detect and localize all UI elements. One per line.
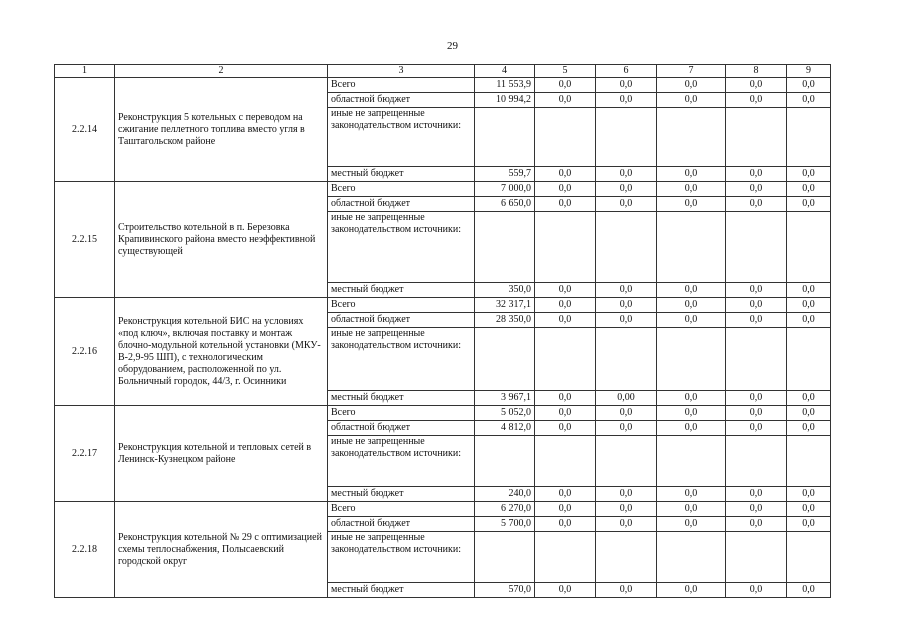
empty-cell — [596, 108, 657, 167]
value-cell-total: 570,0 — [475, 583, 535, 598]
empty-cell — [657, 436, 726, 487]
table-row — [55, 502, 831, 517]
source-label-other: иные не запрещенные законодательством источники: — [328, 436, 475, 487]
source-label-regional: областной бюджет — [328, 197, 475, 212]
value-cell-year: 0,0 — [657, 313, 726, 328]
empty-cell — [596, 532, 657, 583]
value-cell-year: 0,0 — [596, 93, 657, 108]
value-cell-year: 0,0 — [726, 298, 787, 313]
empty-cell — [475, 108, 535, 167]
value-cell-year: 0,0 — [535, 313, 596, 328]
empty-cell — [535, 436, 596, 487]
source-label-other: иные не запрещенные законодательством источники: — [328, 532, 475, 583]
empty-cell — [657, 328, 726, 391]
empty-cell — [726, 108, 787, 167]
value-cell-year: 0,0 — [787, 502, 831, 517]
value-cell-year: 0,0 — [657, 197, 726, 212]
value-cell-year: 0,0 — [726, 197, 787, 212]
source-label-regional: областной бюджет — [328, 313, 475, 328]
empty-cell — [475, 436, 535, 487]
value-cell-year: 0,0 — [596, 406, 657, 421]
value-cell-year: 0,0 — [596, 197, 657, 212]
empty-cell — [787, 212, 831, 283]
header-cell: 5 — [535, 65, 596, 78]
value-cell-year: 0,0 — [535, 487, 596, 502]
empty-cell — [657, 212, 726, 283]
value-cell-year: 0,0 — [535, 391, 596, 406]
source-label-total: Всего — [328, 298, 475, 313]
value-cell-year: 0,0 — [596, 583, 657, 598]
value-cell-year: 0,0 — [596, 182, 657, 197]
value-cell-year: 0,0 — [726, 583, 787, 598]
table-row — [55, 406, 831, 421]
value-cell-year: 0,0 — [535, 182, 596, 197]
budget-table — [54, 64, 831, 598]
value-cell-year: 0,0 — [657, 298, 726, 313]
source-label-local: местный бюджет — [328, 487, 475, 502]
header-cell: 1 — [55, 65, 115, 78]
value-cell-year: 0,0 — [657, 406, 726, 421]
empty-cell — [475, 328, 535, 391]
value-cell-year: 0,0 — [726, 78, 787, 93]
empty-cell — [657, 108, 726, 167]
value-cell-year: 0,0 — [535, 283, 596, 298]
value-cell-total: 7 000,0 — [475, 182, 535, 197]
value-cell-year: 0,0 — [787, 391, 831, 406]
value-cell-year: 0,0 — [535, 421, 596, 436]
source-label-total: Всего — [328, 78, 475, 93]
header-cell: 6 — [596, 65, 657, 78]
source-label-regional: областной бюджет — [328, 93, 475, 108]
value-cell-year: 0,0 — [726, 406, 787, 421]
item-code: 2.2.17 — [55, 406, 115, 502]
value-cell-total: 6 270,0 — [475, 502, 535, 517]
empty-cell — [535, 108, 596, 167]
table-body — [55, 78, 831, 598]
value-cell-year: 0,0 — [535, 78, 596, 93]
value-cell-year: 0,0 — [787, 583, 831, 598]
empty-cell — [596, 436, 657, 487]
value-cell-year: 0,0 — [596, 502, 657, 517]
empty-cell — [535, 212, 596, 283]
source-label-regional: областной бюджет — [328, 517, 475, 532]
value-cell-year: 0,0 — [596, 298, 657, 313]
source-label-other: иные не запрещенные законодательством источники: — [328, 328, 475, 391]
value-cell-year: 0,0 — [726, 93, 787, 108]
value-cell-year: 0,0 — [787, 182, 831, 197]
empty-cell — [535, 328, 596, 391]
value-cell-total: 3 967,1 — [475, 391, 535, 406]
value-cell-year: 0,0 — [535, 583, 596, 598]
value-cell-year: 0,0 — [726, 283, 787, 298]
empty-cell — [787, 436, 831, 487]
empty-cell — [726, 328, 787, 391]
value-cell-year: 0,0 — [657, 93, 726, 108]
header-cell: 9 — [787, 65, 831, 78]
value-cell-year: 0,0 — [726, 517, 787, 532]
value-cell-year: 0,0 — [657, 487, 726, 502]
value-cell-year: 0,0 — [657, 391, 726, 406]
value-cell-year: 0,0 — [726, 182, 787, 197]
value-cell-year: 0,0 — [787, 406, 831, 421]
empty-cell — [787, 108, 831, 167]
value-cell-total: 4 812,0 — [475, 421, 535, 436]
value-cell-year: 0,0 — [787, 283, 831, 298]
value-cell-year: 0,0 — [787, 487, 831, 502]
source-label-local: местный бюджет — [328, 583, 475, 598]
value-cell-total: 5 052,0 — [475, 406, 535, 421]
value-cell-year: 0,0 — [657, 583, 726, 598]
source-label-total: Всего — [328, 502, 475, 517]
value-cell-year: 0,0 — [596, 487, 657, 502]
value-cell-total: 6 650,0 — [475, 197, 535, 212]
empty-cell — [787, 532, 831, 583]
header-cell: 7 — [657, 65, 726, 78]
value-cell-year: 0,0 — [787, 298, 831, 313]
source-label-total: Всего — [328, 406, 475, 421]
value-cell-year: 0,0 — [657, 167, 726, 182]
value-cell-year: 0,0 — [535, 197, 596, 212]
value-cell-year: 0,0 — [535, 298, 596, 313]
value-cell-total: 10 994,2 — [475, 93, 535, 108]
item-code: 2.2.15 — [55, 182, 115, 298]
empty-cell — [657, 532, 726, 583]
empty-cell — [475, 532, 535, 583]
source-label-total: Всего — [328, 182, 475, 197]
value-cell-year: 0,0 — [787, 167, 831, 182]
value-cell-year: 0,0 — [726, 502, 787, 517]
header-cell: 4 — [475, 65, 535, 78]
value-cell-year: 0,0 — [726, 391, 787, 406]
source-label-local: местный бюджет — [328, 391, 475, 406]
value-cell-year: 0,0 — [596, 167, 657, 182]
header-cell: 3 — [328, 65, 475, 78]
value-cell-year: 0,0 — [657, 78, 726, 93]
source-label-regional: областной бюджет — [328, 421, 475, 436]
source-label-other: иные не запрещенные законодательством источники: — [328, 108, 475, 167]
value-cell-year: 0,0 — [726, 167, 787, 182]
item-name: Реконструкция котельной БИС на условиях «под ключ», включая поставку и монтаж блочно-модульной котельной установки (МКУ-В-2,9-95 ШП), с технологическим оборудованием, расположенной по ул. Больничный городок, 44/3, г. Осинники — [115, 298, 328, 406]
value-cell-total: 350,0 — [475, 283, 535, 298]
value-cell-year: 0,0 — [787, 421, 831, 436]
source-label-local: местный бюджет — [328, 283, 475, 298]
item-name: Реконструкция котельной и тепловых сетей в Ленинск-Кузнецком районе — [115, 406, 328, 502]
empty-cell — [596, 328, 657, 391]
value-cell-year: 0,0 — [726, 421, 787, 436]
value-cell-year: 0,0 — [787, 517, 831, 532]
value-cell-total: 32 317,1 — [475, 298, 535, 313]
empty-cell — [726, 212, 787, 283]
empty-cell — [787, 328, 831, 391]
empty-cell — [475, 212, 535, 283]
source-label-other: иные не запрещенные законодательством источники: — [328, 212, 475, 283]
empty-cell — [596, 212, 657, 283]
item-code: 2.2.18 — [55, 502, 115, 598]
value-cell-year: 0,0 — [787, 197, 831, 212]
value-cell-year: 0,0 — [596, 313, 657, 328]
value-cell-year: 0,0 — [657, 283, 726, 298]
value-cell-year: 0,0 — [596, 283, 657, 298]
value-cell-year: 0,0 — [787, 78, 831, 93]
empty-cell — [726, 436, 787, 487]
value-cell-total: 240,0 — [475, 487, 535, 502]
item-name: Реконструкция котельной № 29 с оптимизацией схемы теплоснабжения, Полысаевский городской округ — [115, 502, 328, 598]
value-cell-year: 0,0 — [726, 313, 787, 328]
header-row — [55, 65, 831, 78]
value-cell-year: 0,0 — [596, 78, 657, 93]
value-cell-year: 0,0 — [657, 182, 726, 197]
value-cell-year: 0,0 — [535, 167, 596, 182]
empty-cell — [726, 532, 787, 583]
value-cell-year: 0,0 — [657, 421, 726, 436]
value-cell-year: 0,00 — [596, 391, 657, 406]
value-cell-year: 0,0 — [596, 421, 657, 436]
table-row — [55, 78, 831, 93]
value-cell-year: 0,0 — [596, 517, 657, 532]
table-row — [55, 298, 831, 313]
table-row — [55, 182, 831, 197]
value-cell-year: 0,0 — [657, 517, 726, 532]
value-cell-year: 0,0 — [535, 406, 596, 421]
item-name: Реконструкция 5 котельных с переводом на сжигание пеллетного топлива вместо угля в Таштагольском районе — [115, 78, 328, 182]
header-cell: 2 — [115, 65, 328, 78]
header-cell: 8 — [726, 65, 787, 78]
value-cell-total: 559,7 — [475, 167, 535, 182]
empty-cell — [535, 532, 596, 583]
item-code: 2.2.16 — [55, 298, 115, 406]
value-cell-year: 0,0 — [726, 487, 787, 502]
item-code: 2.2.14 — [55, 78, 115, 182]
item-name: Строительство котельной в п. Березовка Крапивинского района вместо неэффективной существующей — [115, 182, 328, 298]
page-number: 29 — [447, 40, 458, 52]
value-cell-year: 0,0 — [535, 93, 596, 108]
value-cell-year: 0,0 — [657, 502, 726, 517]
value-cell-year: 0,0 — [787, 313, 831, 328]
value-cell-year: 0,0 — [535, 517, 596, 532]
value-cell-year: 0,0 — [787, 93, 831, 108]
value-cell-total: 28 350,0 — [475, 313, 535, 328]
value-cell-total: 11 553,9 — [475, 78, 535, 93]
value-cell-year: 0,0 — [535, 502, 596, 517]
value-cell-total: 5 700,0 — [475, 517, 535, 532]
source-label-local: местный бюджет — [328, 167, 475, 182]
